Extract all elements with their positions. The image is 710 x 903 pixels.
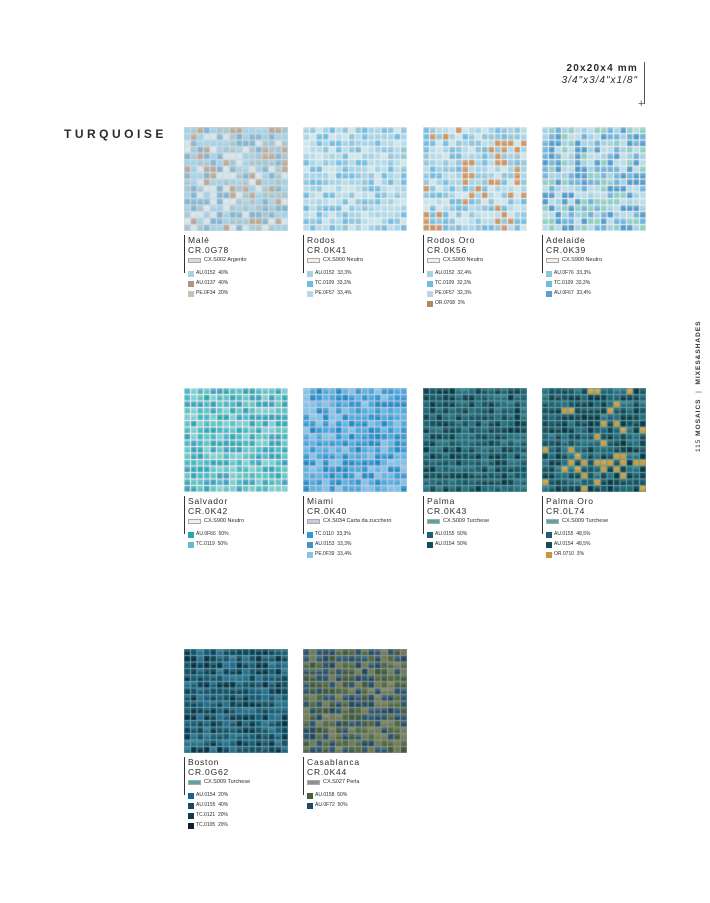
mix-item: [427, 300, 527, 307]
mix-swatch: [307, 281, 313, 287]
grout-label: CX.S009 Turchese: [204, 779, 251, 785]
product-info: [423, 235, 527, 307]
mix-swatch: [307, 542, 313, 548]
grout-line: [188, 779, 288, 786]
grout-line: [427, 518, 527, 525]
product-card: [184, 127, 288, 300]
mosaic-swatch: [423, 388, 527, 492]
mix-code: PE.0F39: [315, 551, 335, 557]
mix-code: TC.0105: [196, 822, 216, 828]
section-title: TURQUOISE: [64, 127, 167, 141]
mix-swatch: [188, 823, 194, 829]
mix-item: [307, 802, 407, 809]
mix-percent: 40%: [218, 802, 229, 808]
side-category: MIXES&SHADES: [695, 320, 702, 385]
mix-code: AU.0137: [196, 280, 216, 286]
mix-code: AU.0154: [435, 541, 455, 547]
mix-code: AU.0155: [435, 531, 455, 537]
product-card: [303, 649, 407, 812]
mix-swatch: [546, 532, 552, 538]
mix-item: [546, 551, 646, 558]
mix-percent: 33,3%: [336, 280, 352, 286]
product-code: CR.0K39: [546, 245, 587, 255]
mix-code: OR.0708: [435, 300, 456, 306]
mix-swatch: [546, 271, 552, 277]
mix-code: TC.0110: [315, 531, 334, 537]
product-info: [184, 757, 288, 829]
mix-item: [427, 541, 527, 548]
grout-swatch: [546, 258, 559, 263]
product-code: CR.0G62: [188, 767, 230, 777]
mix-item: [188, 541, 288, 548]
mix-swatch: [546, 281, 552, 287]
mix-item: [307, 551, 407, 558]
mix-percent: 40%: [218, 270, 229, 276]
mix-item: [307, 531, 407, 538]
product-name: Adelaide: [546, 235, 586, 245]
product-code: CR.0K56: [427, 245, 468, 255]
mix-swatch: [307, 803, 313, 809]
product-card: [542, 388, 646, 561]
grout-label: CX.S900 Neutro: [323, 257, 364, 263]
mix-swatch: [546, 291, 552, 297]
side-mosaics: MOSAICS: [695, 398, 702, 436]
mix-item: [546, 541, 646, 548]
mix-code: AU.0152: [196, 270, 216, 276]
mix-swatch: [188, 532, 194, 538]
grout-label: CX.S009 Turchese: [443, 518, 490, 524]
mix-item: [427, 290, 527, 297]
mix-code: AU.0F72: [315, 802, 335, 808]
mix-item: [546, 531, 646, 538]
mix-code: AU.0158: [315, 792, 335, 798]
mix-code: PE.0F57: [435, 290, 455, 296]
mix-percent: 50%: [457, 531, 468, 537]
mix-code: TC.0109: [315, 280, 335, 286]
mix-swatch: [188, 281, 194, 287]
mix-swatch: [427, 532, 433, 538]
mix-percent: 50%: [337, 792, 348, 798]
mix-item: [307, 270, 407, 277]
mix-list: [546, 531, 646, 558]
mix-code: AU.0154: [554, 541, 574, 547]
mix-code: TC.0109: [554, 280, 574, 286]
side-label: 115 MOSAICS | MIXES&SHADES: [695, 320, 702, 452]
mix-swatch: [546, 542, 552, 548]
grout-label: CX.S009 Turchese: [562, 518, 609, 524]
mix-list: [188, 531, 288, 548]
mix-code: AU.0155: [196, 802, 216, 808]
size-mm: 20x20x4 mm: [566, 63, 638, 74]
mix-percent: 48,5%: [576, 541, 591, 547]
mosaic-swatch: [542, 127, 646, 231]
grout-swatch: [427, 258, 440, 263]
product-code: CR.0K44: [307, 767, 348, 777]
product-card: [184, 388, 288, 551]
mix-percent: 3%: [576, 551, 585, 557]
product-card: [542, 127, 646, 300]
mix-swatch: [307, 291, 313, 297]
grout-swatch: [307, 258, 320, 263]
mix-code: AU.0153: [315, 541, 335, 547]
mix-swatch: [307, 271, 313, 277]
mix-list: [427, 270, 527, 307]
product-name: Casablanca: [307, 757, 360, 767]
grout-label: CX.S002 Argento: [204, 257, 247, 263]
grout-swatch: [307, 780, 320, 785]
mix-item: [188, 802, 288, 809]
mix-percent: 50%: [217, 541, 228, 547]
mix-swatch: [427, 271, 433, 277]
grout-line: [307, 257, 407, 264]
product-info: [542, 496, 646, 558]
mix-swatch: [188, 271, 194, 277]
page-number: 115: [695, 438, 702, 452]
grout-swatch: [307, 519, 320, 524]
mix-percent: 33,4%: [576, 290, 591, 296]
product-name: Palma: [427, 496, 456, 506]
grout-label: CX.S900 Neutro: [443, 257, 484, 263]
product-card: [184, 649, 288, 832]
mix-list: [546, 270, 646, 297]
mix-swatch: [307, 793, 313, 799]
mix-percent: 20%: [218, 290, 229, 296]
mix-item: [188, 290, 288, 297]
mix-percent: 33,4%: [337, 551, 352, 557]
mix-swatch: [307, 552, 313, 558]
product-card: [423, 388, 527, 551]
mix-code: AU.0154: [196, 792, 216, 798]
mosaic-swatch: [184, 127, 288, 231]
product-name: Palma Oro: [546, 496, 594, 506]
mix-item: [307, 290, 407, 297]
mix-percent: 33,3%: [337, 270, 352, 276]
mix-code: AU.0F66: [196, 531, 216, 537]
mix-swatch: [427, 301, 433, 307]
product-name: Boston: [188, 757, 220, 767]
grout-swatch: [427, 519, 440, 524]
mosaic-swatch: [184, 649, 288, 753]
mix-percent: 32,3%: [456, 280, 472, 286]
mix-percent: 50%: [457, 541, 468, 547]
product-info: [542, 235, 646, 297]
product-info: [184, 496, 288, 548]
mix-percent: 50%: [337, 802, 348, 808]
mix-percent: 33,3%: [575, 280, 591, 286]
grout-label: CX.S900 Neutro: [562, 257, 603, 263]
mix-code: OR.0710: [554, 551, 575, 557]
size-spec: [562, 63, 638, 86]
grout-swatch: [188, 519, 201, 524]
mix-swatch: [188, 291, 194, 297]
product-info: [303, 496, 407, 558]
mosaic-swatch: [303, 127, 407, 231]
mix-percent: 20%: [217, 812, 228, 818]
mix-swatch: [188, 542, 194, 548]
product-name: Rodos: [307, 235, 336, 245]
grout-line: [546, 518, 646, 525]
product-code: CR.0K41: [307, 245, 348, 255]
mosaic-swatch: [423, 127, 527, 231]
mix-list: [188, 270, 288, 297]
grout-label: CX.S027 Perla: [323, 779, 360, 785]
mix-item: [546, 290, 646, 297]
product-card: [423, 127, 527, 310]
mix-code: TC.0121: [196, 812, 216, 818]
mix-percent: 33,3%: [336, 531, 351, 537]
mix-item: [427, 270, 527, 277]
product-name: Salvador: [188, 496, 228, 506]
mix-item: [188, 270, 288, 277]
product-card: [303, 388, 407, 561]
mix-swatch: [546, 552, 552, 558]
mix-code: AU.0152: [435, 270, 455, 276]
mix-swatch: [188, 803, 194, 809]
mix-percent: 50%: [218, 531, 229, 537]
mix-item: [188, 792, 288, 799]
mix-item: [307, 280, 407, 287]
mix-swatch: [188, 813, 194, 819]
grout-label: CX.S900 Neutro: [204, 518, 245, 524]
mix-percent: 40%: [218, 280, 229, 286]
size-inches: 3/4"x3/4"x1/8": [561, 75, 638, 86]
mosaic-swatch: [542, 388, 646, 492]
mix-code: TC.0109: [435, 280, 455, 286]
mosaic-swatch: [184, 388, 288, 492]
grout-line: [307, 518, 407, 525]
mix-percent: 3%: [457, 300, 466, 306]
crosshair-mark: +: [638, 98, 645, 110]
mix-item: [546, 270, 646, 277]
mix-percent: 20%: [217, 822, 228, 828]
mix-item: [307, 541, 407, 548]
mix-swatch: [427, 281, 433, 287]
mix-code: PE.0F34: [196, 290, 216, 296]
mix-code: AU.0152: [315, 270, 335, 276]
grout-swatch: [188, 780, 201, 785]
mix-list: [427, 531, 527, 548]
mix-list: [188, 792, 288, 829]
mix-swatch: [427, 291, 433, 297]
grout-swatch: [188, 258, 201, 263]
product-name: Rodos Oro: [427, 235, 476, 245]
mix-item: [188, 822, 288, 829]
mix-code: PE.0F57: [315, 290, 335, 296]
product-info: [423, 496, 527, 548]
mix-item: [188, 280, 288, 287]
mix-item: [427, 531, 527, 538]
grout-label: CX.S034 Carta da zucchero: [323, 518, 392, 524]
product-info: [303, 235, 407, 297]
mix-list: [307, 792, 407, 809]
product-code: CR.0K40: [307, 506, 348, 516]
mix-item: [188, 531, 288, 538]
mix-percent: 48,5%: [576, 531, 591, 537]
mix-percent: 20%: [218, 792, 229, 798]
mix-code: AU.0155: [554, 531, 574, 537]
product-code: CR.0K42: [188, 506, 229, 516]
mix-swatch: [188, 793, 194, 799]
product-info: [303, 757, 407, 809]
grout-line: [546, 257, 646, 264]
mix-item: [307, 792, 407, 799]
mosaic-swatch: [303, 649, 407, 753]
product-card: [303, 127, 407, 300]
product-code: CR.0G78: [188, 245, 230, 255]
mix-item: [427, 280, 527, 287]
product-name: Miami: [307, 496, 334, 506]
product-code: CR.0L74: [546, 506, 586, 516]
mix-percent: 33,3%: [337, 541, 352, 547]
mix-item: [546, 280, 646, 287]
mix-code: TC.0119: [196, 541, 215, 547]
mix-percent: 32,3%: [457, 290, 472, 296]
mix-code: AU.0F76: [554, 270, 574, 276]
mix-list: [307, 270, 407, 297]
mix-list: [307, 531, 407, 558]
grout-line: [188, 518, 288, 525]
header-divider: [644, 62, 645, 104]
mix-swatch: [307, 532, 313, 538]
mix-percent: 32,4%: [457, 270, 472, 276]
grout-swatch: [546, 519, 559, 524]
mix-percent: 33,4%: [337, 290, 352, 296]
grout-line: [427, 257, 527, 264]
grout-line: [188, 257, 288, 264]
grout-line: [307, 779, 407, 786]
mix-code: AU.0F67: [554, 290, 574, 296]
mix-item: [188, 812, 288, 819]
mix-swatch: [427, 542, 433, 548]
mosaic-swatch: [303, 388, 407, 492]
product-code: CR.0K43: [427, 506, 468, 516]
mix-percent: 33,3%: [576, 270, 591, 276]
product-name: Malé: [188, 235, 210, 245]
product-info: [184, 235, 288, 297]
